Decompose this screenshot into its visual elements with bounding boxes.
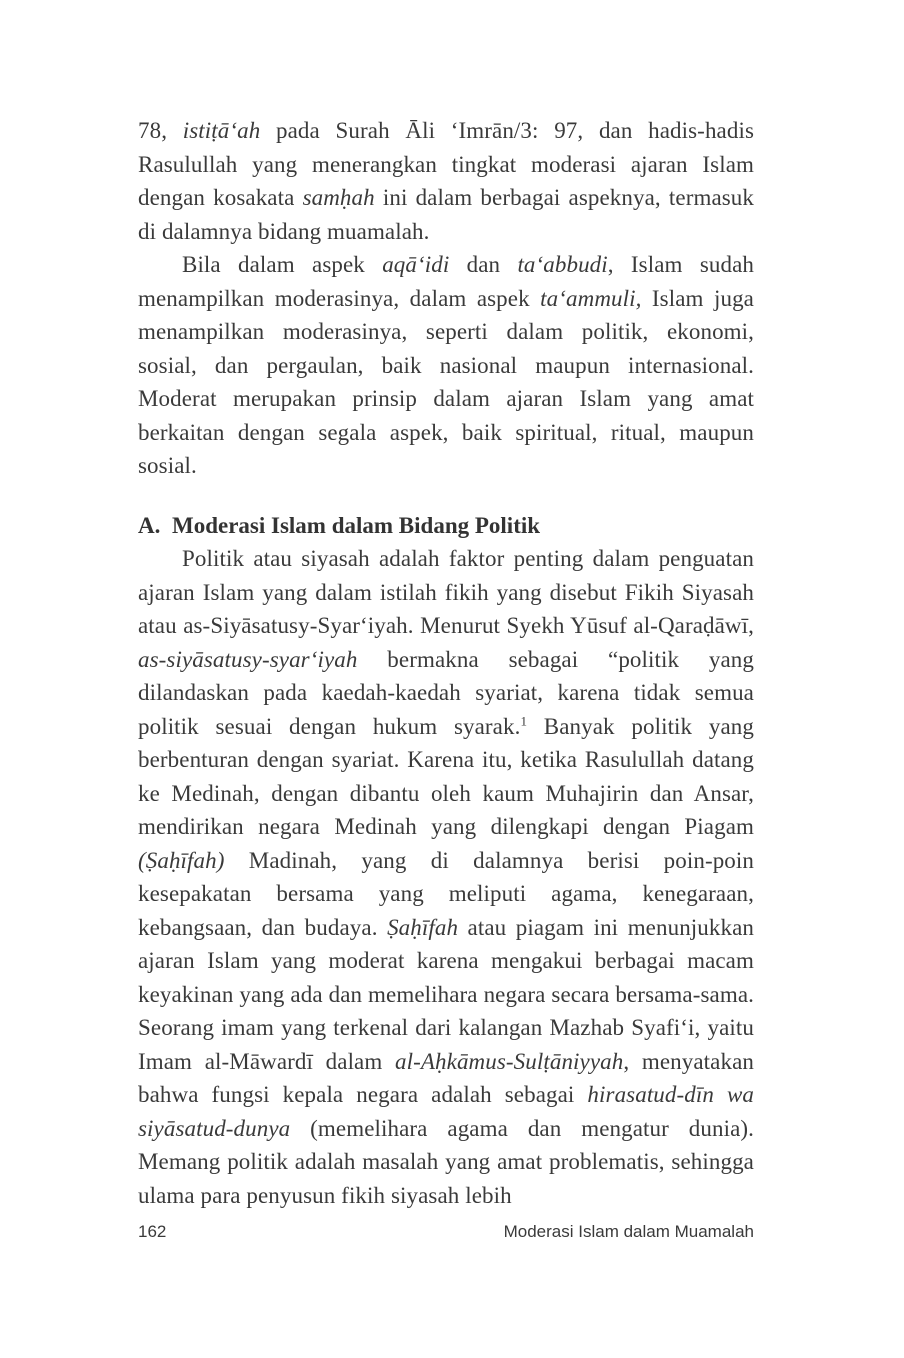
page-body bbox=[138, 114, 754, 1212]
italic-term: ta‘abbudi bbox=[517, 252, 608, 277]
italic-term: samḥah bbox=[302, 185, 375, 210]
footnote-marker[interactable]: 1 bbox=[520, 712, 528, 728]
italic-term: (Ṣaḥīfah) bbox=[138, 847, 225, 873]
section-title: Moderasi Islam dalam Bidang Politik bbox=[172, 512, 541, 538]
section-number: A. bbox=[138, 512, 161, 538]
page-footer bbox=[138, 1222, 754, 1242]
running-title: Moderasi Islam dalam Muamalah bbox=[503, 1222, 754, 1241]
italic-term: ta‘ammuli, bbox=[540, 285, 642, 311]
paragraph-3: Politik atau siyasah adalah faktor penting dalam penguatan ajaran Islam yang dalam istilah fikih yang disebut Fikih Siyasah atau as-Siyāsatusy-Syar‘iyah. Menurut Syekh Yūsuf al-Qaraḍāwī, as-siyāsatusy-syar‘iyah bermakna sebagai “politik yang dilandaskan pada kaedah-kaedah syariat, karena tidak semua politik sesuai dengan hukum syarak.$^1$ Banyak politik yang berbenturan dengan syariat. Karena itu, ketika Rasulullah datang ke Medinah, dengan dibantu oleh kaum Muhajirin dan Ansar, mendirikan negara Medinah yang dilengkapi dengan Piagam (Ṣaḥīfah) Madinah, yang di dalamnya berisi poin-poin kesepakatan bersama yang meliputi agama, kenegaraan, kebangsaan, dan budaya. Ṣaḥīfah atau piagam ini menunjukkan ajaran Islam yang moderat karena mengakui berbagai macam keyakinan yang ada dan memelihara negara secara bersama-sama. Seorang imam yang terkenal dari kalangan Mazhab Syafi‘i, yaitu Imam al-Māwardī dalam al-Aḥkāmus-Sulṭāniyyah, menyatakan bahwa fungsi kepala negara adalah sebagai hirasatud-dīn wa siyāsatud-dunya (memelihara agama dan mengatur dunia). Memang politik adalah masalah yang amat problematis, sehingga ulama para penyusun fikih siyasah lebih bbox=[138, 546, 755, 1208]
italic-term: hirasatud-dīn wa siyāsatud-dunya bbox=[138, 1082, 754, 1141]
italic-term: as-siyāsatusy-syar‘iyah bbox=[138, 646, 358, 672]
section-heading bbox=[138, 509, 754, 543]
page-number: 162 bbox=[138, 1222, 167, 1241]
italic-term: istiṭā‘ah bbox=[182, 118, 261, 143]
italic-term: Ṣaḥīfah bbox=[387, 914, 459, 940]
paragraph-2: Bila dalam aspek aqā‘idi dan ta‘abbudi, Islam sudah menampilkan moderasinya, dalam aspek ta‘ammuli, Islam juga menampilkan moderasinya, seperti dalam politik, ekonomi, sosial, dan pergaulan, baik nasional maupun internasional. Moderat merupakan prinsip dalam ajaran Islam yang amat berkaitan dengan segala aspek, baik spiritual, ritual, maupun sosial. bbox=[138, 252, 754, 478]
paragraph-1: 78, istiṭā‘ah pada Surah Āli ‘Imrān/3: 97, dan hadis-hadis Rasulullah yang menerangkan tingkat moderasi ajaran Islam dengan kosakata samḥah ini dalam berbagai aspeknya, termasuk di dalamnya bidang muamalah. bbox=[138, 118, 754, 244]
italic-term: al-Aḥkāmus-Sulṭāniyyah bbox=[395, 1048, 624, 1074]
italic-term: aqā‘idi bbox=[382, 252, 450, 277]
